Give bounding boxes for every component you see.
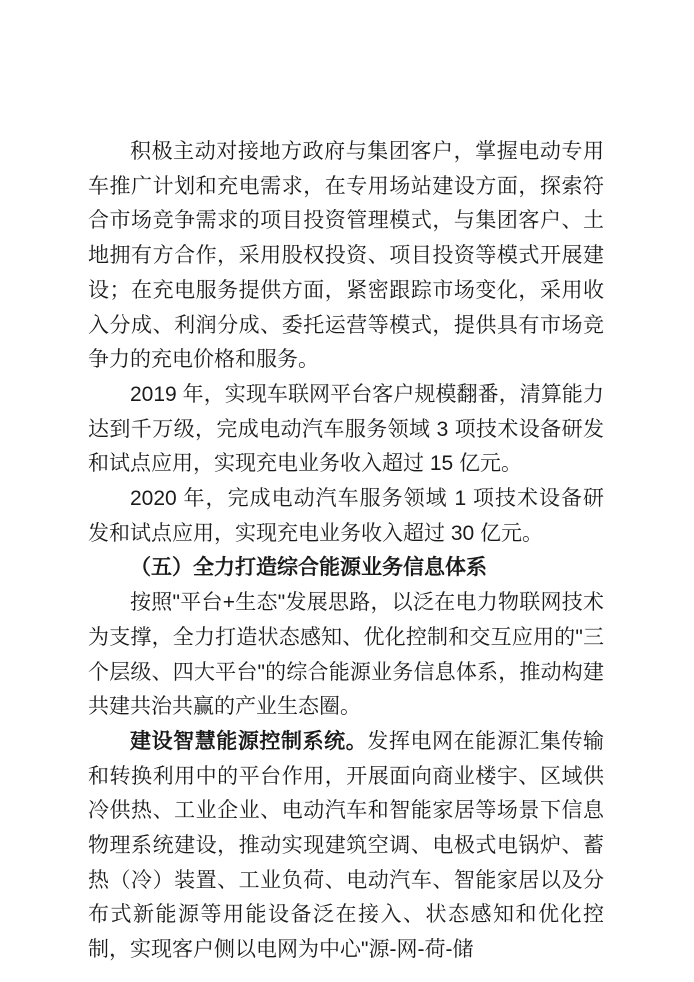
paragraph-body-text: 发挥电网在能源汇集传输和转换利用中的平台作用，开展面向商业楼宇、区域供冷供热、工业企业、电动汽车和智能家居等场景下信息物理系统建设，推动实现建筑空调、电极式电锅炉、蓄热（冷）装置、工业负荷、电动汽车、智能家居以及分布式新能源等用能设备泛在接入、状态感知和优化控制，实现客户侧以电网为中心"源-网-荷-储: [88, 729, 605, 962]
paragraph-2020-targets: 2020 年，完成电动汽车服务领域 1 项技术设备研发和试点应用，实现充电业务收入超过 30 亿元。: [88, 487, 604, 545]
paragraph-charging-market: 积极主动对接地方政府与集团客户，掌握电动专用车推广计划和充电需求，在专用场站建设方面，探索符合市场竞争需求的项目投资管理模式，与集团客户、土地拥有方合作，采用股权投资、项目投资等模式开展建设；在充电服务提供方面，紧密跟踪市场变化，采用收入分成、利润分成、委托运营等模式，提供具有市场竞争力的充电价格和服务。: [88, 140, 604, 372]
paragraph-lead-bold: 建设智慧能源控制系统。: [130, 729, 368, 753]
paragraph-smart-energy-control: [88, 725, 604, 968]
paragraph-platform-ecosystem: 按照"平台+生态"发展思路，以泛在电力物联网技术为支撑，全力打造状态感知、优化控制和交互应用的"三个层级、四大平台"的综合能源业务信息体系，推动构建共建共治共赢的产业生态圈。: [88, 591, 604, 719]
paragraph-2019-targets: 2019 年，实现车联网平台客户规模翻番，清算能力达到千万级，完成电动汽车服务领域 3 项技术设备研发和试点应用，实现充电业务收入超过 15 亿元。: [88, 382, 604, 476]
section-heading-five: （五）全力打造综合能源业务信息体系: [130, 556, 487, 580]
